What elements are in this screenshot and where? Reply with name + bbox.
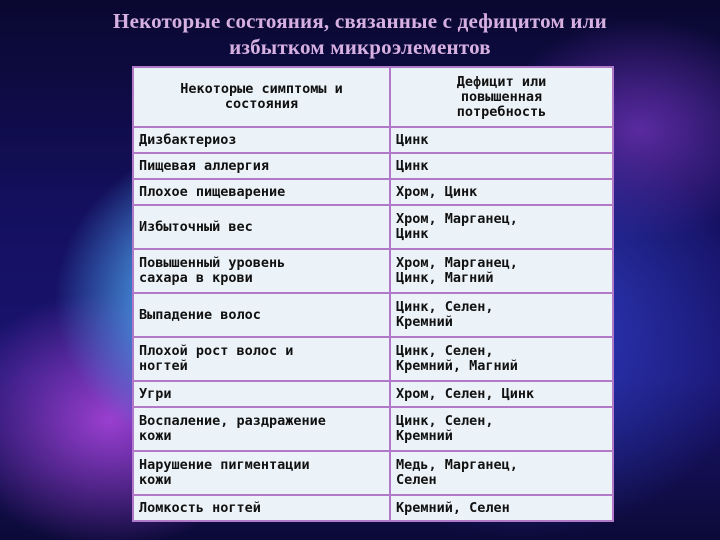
condition-cell [133,153,390,179]
condition-cell-line: Дизбактериоз [139,131,237,148]
condition-cell-line: Избыточный вес [139,218,253,235]
condition-cell [133,205,390,249]
condition-cell [133,179,390,205]
condition-cell-line: Воспаление, раздражение [139,413,326,429]
elements-cell [390,179,613,205]
elements-cell-line: Кремний [396,314,453,330]
elements-cell-line: Хром, Марганец, [396,255,518,271]
condition-cell-line: Повышенный уровень [139,255,286,271]
elements-cell [390,293,613,337]
header-symptoms-line: состояния [224,96,299,112]
micronutrient-table-container [132,66,612,522]
header-deficit [390,67,613,127]
table-header-row [133,67,613,127]
table-row [133,495,613,521]
condition-cell-line: ногтей [139,358,188,374]
elements-cell-line: Цинк, Селен, [396,343,494,359]
header-deficit-line: повышенная [460,88,543,105]
condition-cell-line: Плохой рост волос и [139,343,294,359]
condition-cell [133,293,390,337]
elements-cell-line: Медь, Марганец, [396,457,518,473]
elements-cell-line: Цинк [396,226,429,242]
table-row [133,153,613,179]
header-symptoms [133,67,390,127]
elements-cell-line: Цинк, Селен, [396,299,494,315]
header-deficit-line: Дефицит или [456,73,547,90]
table-row [133,451,613,495]
header-symptoms-line: Некоторые симптомы и [180,81,343,97]
slide-title [0,8,720,60]
elements-cell-line: Хром, Марганец, [396,211,518,227]
elements-cell-line: Кремний, Магний [396,358,518,374]
elements-cell-line: Цинк, Магний [396,270,494,286]
elements-cell-line: Хром, Цинк [396,183,478,200]
condition-cell [133,249,390,293]
elements-cell [390,127,613,153]
table-row [133,337,613,381]
micronutrient-table [132,66,614,522]
title-line-1: Некоторые состояния, связанные с дефицитом или [113,9,607,33]
elements-cell [390,381,613,407]
elements-cell [390,451,613,495]
title-line-2: избытком микроэлементов [229,35,491,59]
condition-cell-line: Угри [139,385,172,402]
table-row [133,179,613,205]
table-row [133,407,613,451]
condition-cell-line: Плохое пищеварение [139,183,286,200]
elements-cell [390,407,613,451]
condition-cell [133,381,390,407]
header-deficit-line: потребность [456,103,547,120]
condition-cell-line: кожи [139,428,172,444]
condition-cell [133,495,390,521]
condition-cell [133,451,390,495]
table-row [133,293,613,337]
elements-cell-line: Цинк, Селен, [396,413,494,429]
elements-cell-line: Кремний, Селен [396,499,510,516]
elements-cell [390,249,613,293]
condition-cell [133,407,390,451]
condition-cell-line: сахара в крови [139,270,253,286]
condition-cell-line: Пищевая аллергия [139,157,270,174]
elements-cell-line: Хром, Селен, Цинк [396,385,535,402]
table-body [133,127,613,521]
condition-cell-line: Выпадение волос [139,306,261,323]
condition-cell-line: кожи [139,472,172,488]
condition-cell-line: Ломкость ногтей [139,499,261,516]
elements-cell-line: Цинк [396,157,429,174]
elements-cell [390,205,613,249]
table-row [133,381,613,407]
condition-cell [133,127,390,153]
condition-cell [133,337,390,381]
elements-cell [390,495,613,521]
table-row [133,205,613,249]
elements-cell-line: Селен [396,472,437,488]
elements-cell [390,153,613,179]
condition-cell-line: Нарушение пигментации [139,457,310,473]
elements-cell [390,337,613,381]
table-row [133,249,613,293]
elements-cell-line: Кремний [396,428,453,444]
elements-cell-line: Цинк [396,131,429,148]
table-row [133,127,613,153]
